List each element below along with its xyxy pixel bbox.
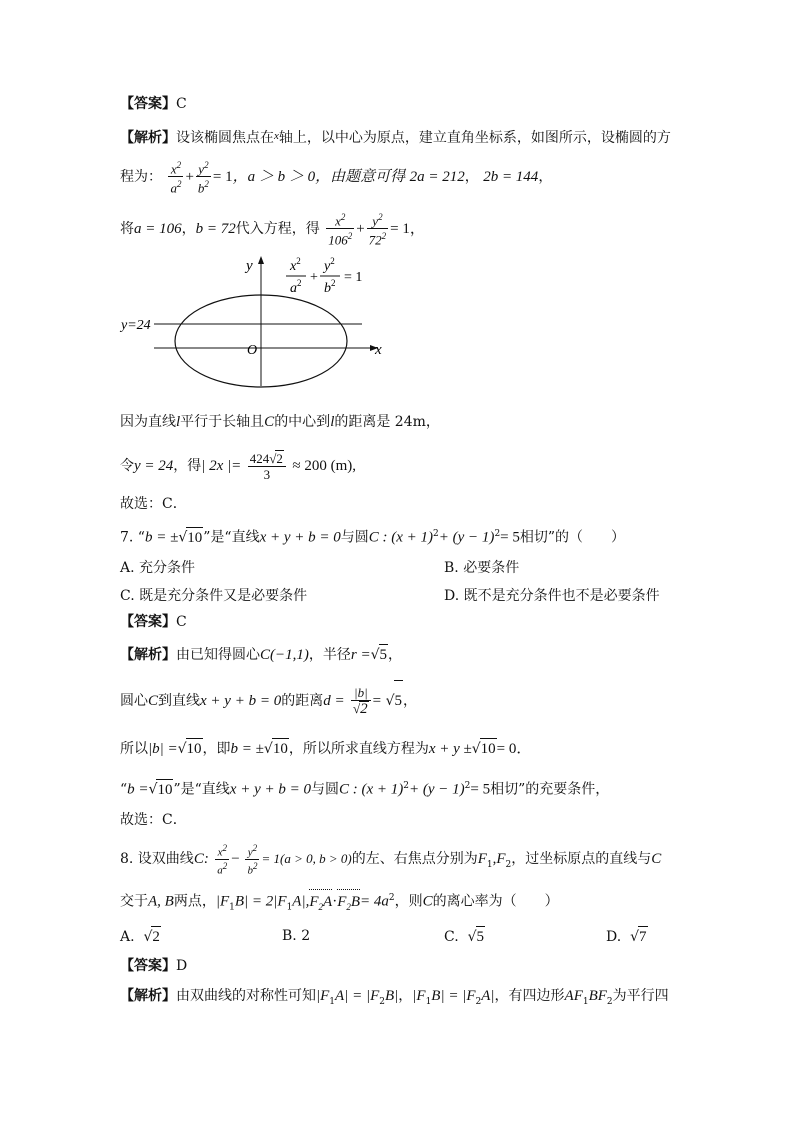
q7-answer-line: 【答案】C (120, 614, 187, 630)
fraction-y2-b2: $\frac{y^2}{b^2}$ (197, 160, 209, 196)
q7-analysis-line-5: 故选：C． (120, 812, 187, 828)
fraction-y2-b2-q8: $\frac{y^2}{b^2}$ (247, 843, 258, 877)
fraction-b-root2: $\frac{|b|}{√2}$ (351, 685, 371, 717)
analysis-line-6: 故选：C． (120, 496, 187, 512)
analysis-line-5: 令y = 24，得| 2x |= $\frac{424√2}{3}$ ≈ 200 (m), (120, 451, 356, 482)
q7-analysis-line-4: “b =√10”是“直线x + y + b = 0与圆C : $(x + 1)^2+ (y - 1)^2= 5$相切”的充要条件， (120, 776, 609, 800)
analysis-line-1: 【解析】设该椭圆焦点在$^x$轴上，以中心为原点，建立直角坐标系，如图所示，设椭圆的方 (120, 130, 671, 146)
q7-option-d: D. 既不是充分条件也不是必要条件 (444, 588, 660, 604)
eq-den-b: $b^2$ (324, 278, 336, 296)
fraction-424root2-3: $\frac{424√2}{3}$ (248, 450, 286, 482)
fraction-x2-106: $\frac{x^2}{106^2}$ (328, 212, 353, 248)
analysis-line-3: 将a = 106，b = 72代入方程，得 $\frac{x^2}{106^2}$ + $\frac{y^2}{72^2}$ = 1， (120, 212, 425, 248)
q7-analysis-line-3: 所以|b| =√10，即b = ±√10，所以所求直线方程为x + y ±√10= 0． (120, 738, 531, 759)
q8-option-d: D. √7 (606, 926, 648, 947)
origin-label: O (247, 343, 258, 358)
fraction-y2-72: $\frac{y^2}{72^2}$ (368, 212, 387, 248)
question-8-stem-1: 8. 设双曲线C: $\frac{x^2}{a^2}$ − $\frac{y^2}{b^2}$ = 1(a > 0, b > 0)的左、右焦点分别为$F_1,F_2$，过坐标原点的直线与C (120, 843, 662, 877)
y-axis-arrow (258, 256, 264, 264)
analysis-line-4: 因为直线l平行于长轴且C的中心到l的距离是 24m， (120, 414, 440, 430)
q8-option-c: C. √5 (444, 926, 485, 947)
eq-num-x: $x^2$ (290, 256, 301, 274)
q7-analysis-line-1: 【解析】由已知得圆心C(−1,1)，半径r =√5， (120, 644, 402, 665)
eq-rhs: = 1 (344, 270, 363, 285)
q7-analysis-line-2: 圆心C到直线x + y + b = 0的距离d = $\frac{|b|}{√2}$ = √5， (120, 680, 417, 721)
q7-option-b: B. 必要条件 (444, 560, 520, 576)
q7-option-a: A. 充分条件 (120, 560, 196, 576)
question-7-stem: 7. “b = ±√10”是“直线x + y + b = 0与圆C : $(x + 1)^2+ (y - 1)^2= 5$相切”的（ ） (120, 524, 625, 548)
eq-plus: + (310, 270, 318, 285)
eq-den-a: $a^2$ (290, 278, 302, 296)
fraction-x2-a2: $\frac{x^2}{a^2}$ (170, 160, 182, 196)
fraction-x2-a2-q8: $\frac{x^2}{a^2}$ (217, 843, 228, 877)
ellipse-figure (110, 254, 400, 390)
line-label: y=24 (121, 318, 151, 333)
q8-option-b: B. 2 (282, 928, 311, 944)
q8-answer-line: 【答案】D (120, 958, 188, 974)
q8-option-a: A. √2 (120, 926, 161, 947)
eq-num-y: $y^2$ (324, 256, 335, 274)
axis-x-label: x (375, 342, 382, 358)
question-8-stem-2: 交于A, B两点，$|F_1B| = 2|F_1A|,F_2A\cdot F_2B= 4a^2$，则C的离心率为（ ） (120, 888, 559, 917)
analysis-line-2: 程为： $\frac{x^2}{a^2}$ + $\frac{y^2}{b^2}$ = 1，a ＞ b ＞ 0，由题意可得 2a = 212， 2b = 144， (120, 160, 553, 196)
q7-option-c: C. 既是充分条件又是必要条件 (120, 588, 308, 604)
axis-y-label: y (246, 258, 253, 274)
q8-analysis-line-1: 【解析】由双曲线的对称性可知$|F_1A| = |F_2B|$，$|F_1B| = |F_2A|$，有四边形$AF_1BF_2$为平行四 (120, 988, 669, 1007)
answer-line: 【答案】C (120, 96, 187, 112)
